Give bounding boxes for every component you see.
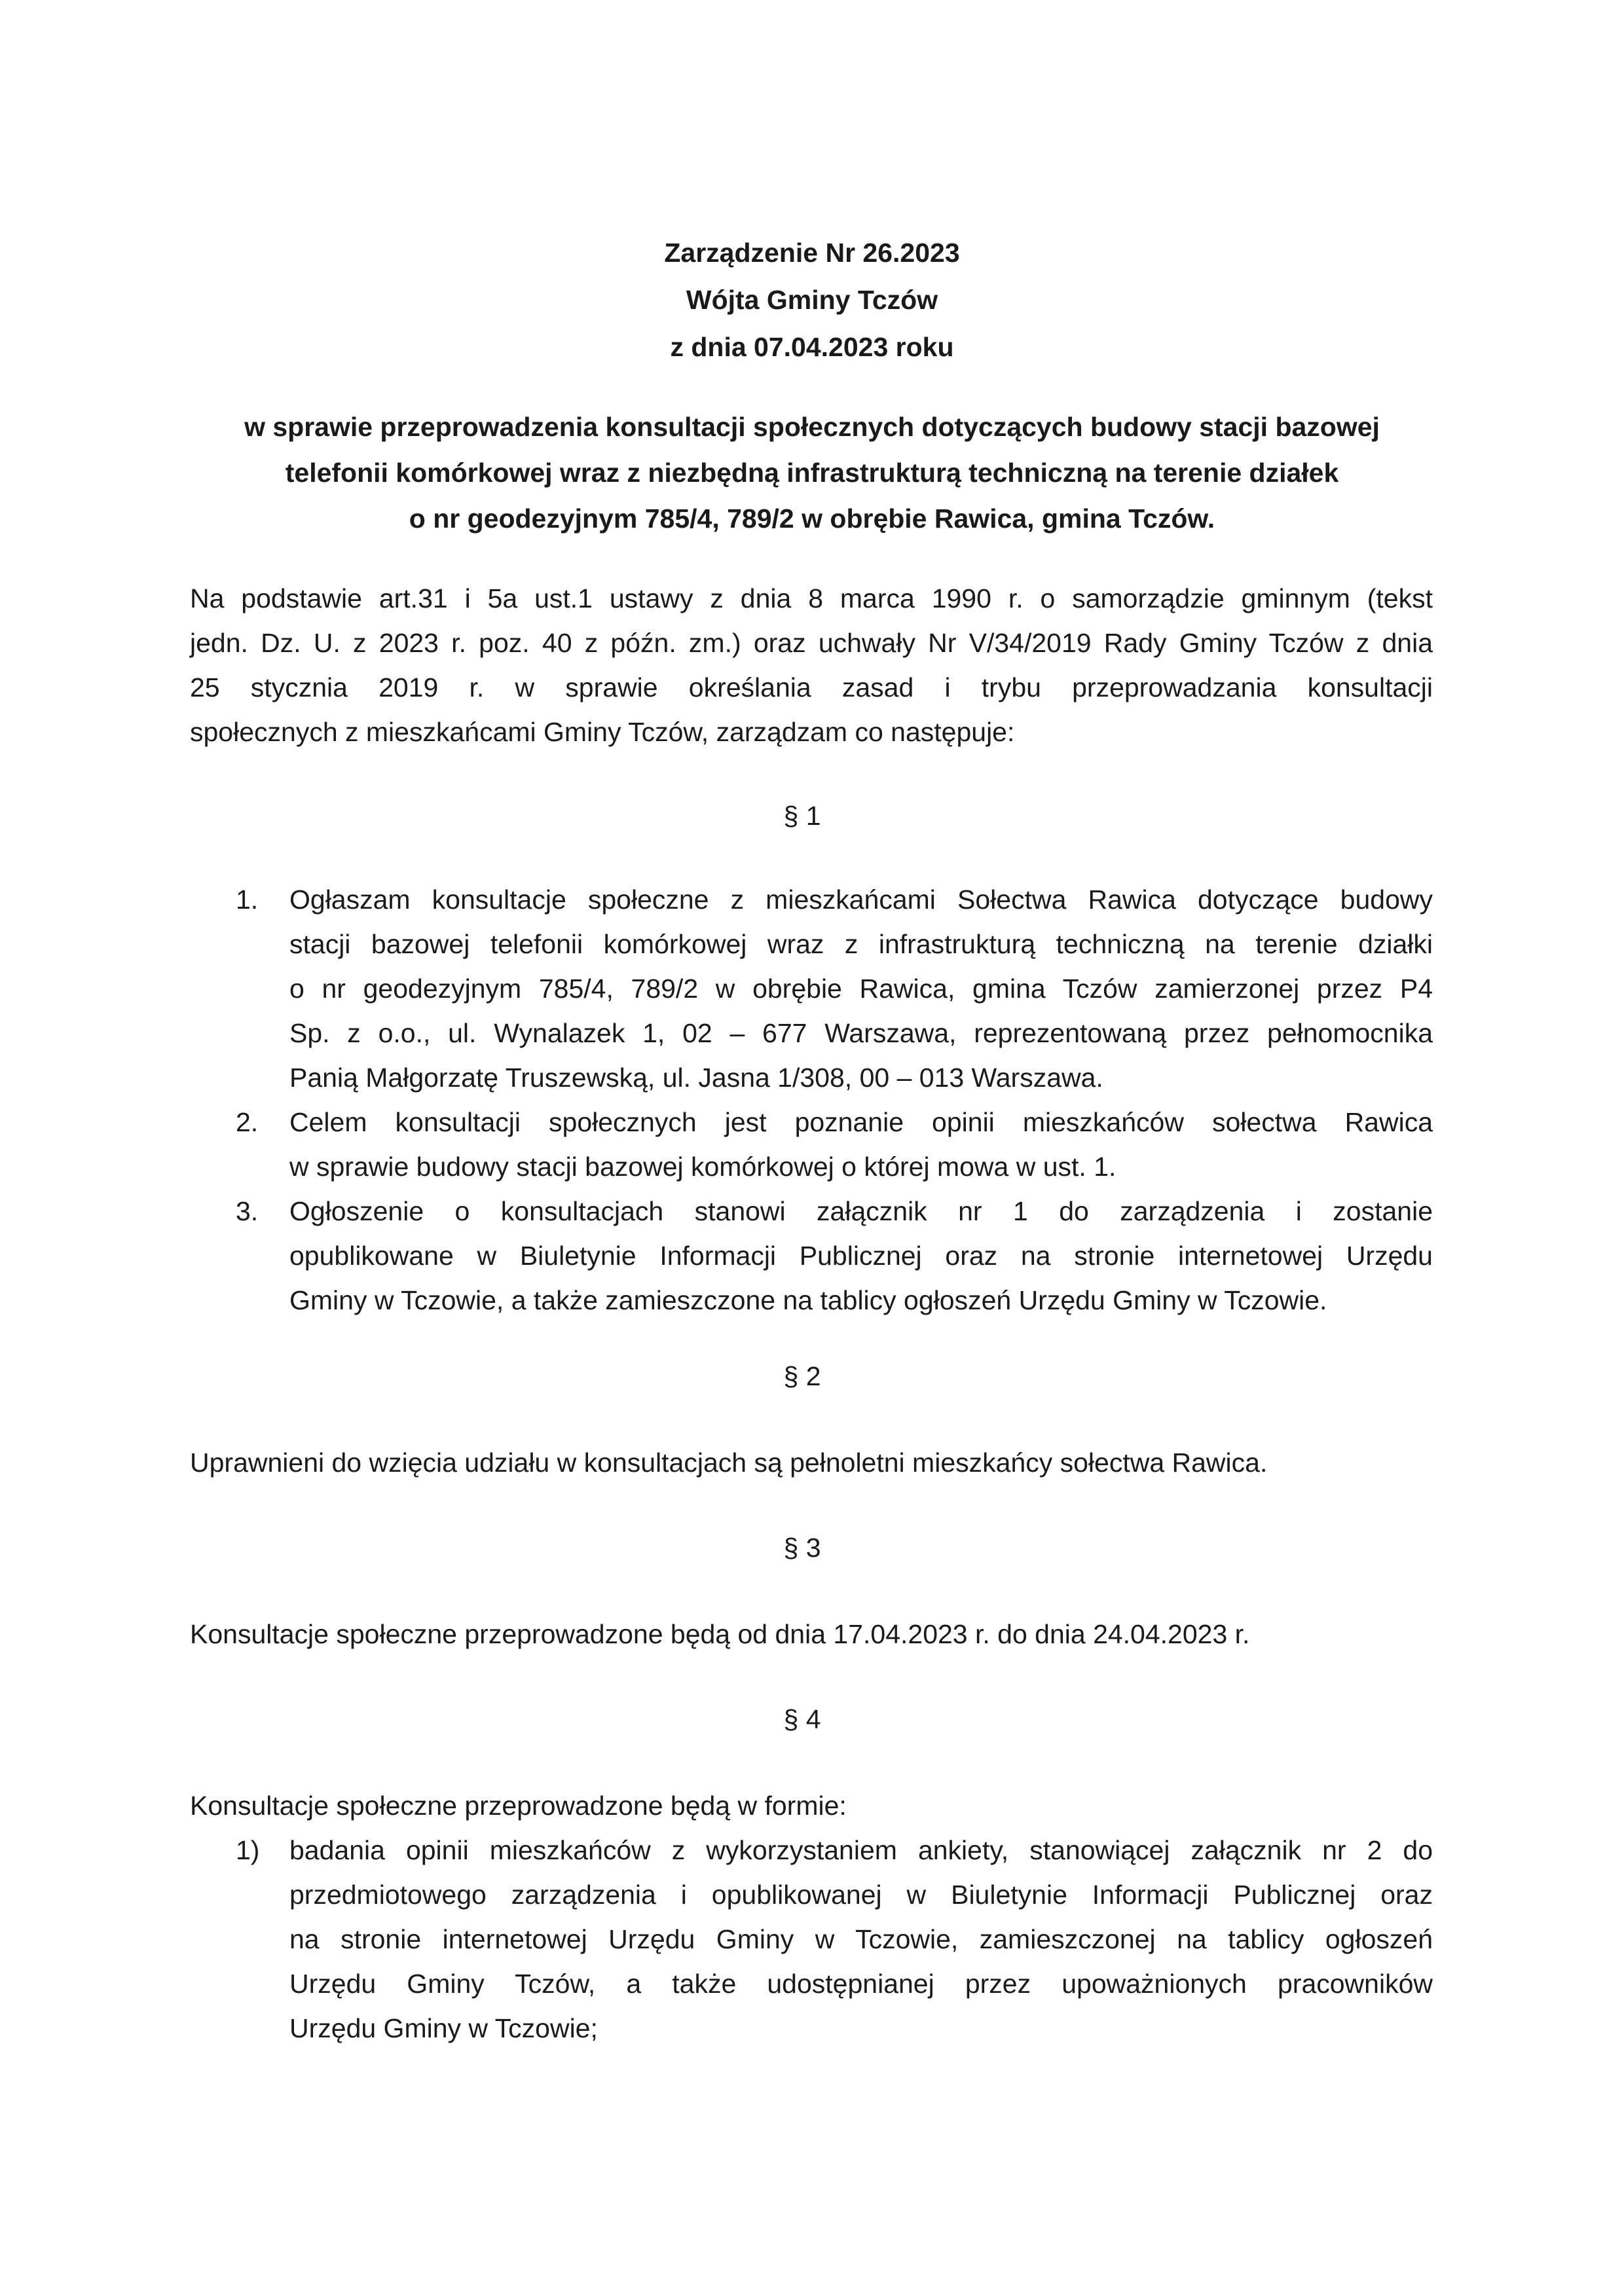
list-item-line: Gminy w Tczowie, a także zamieszczone na tablicy ogłoszeń Urzędu Gminy w Tczowie.: [289, 1285, 1327, 1315]
list-item-line: Sp. z o.o., ul. Wynalazek 1, 02 – 677 Warszawa, reprezentowaną przez pełnomocnika: [289, 1018, 1433, 1048]
list-item-number: 1): [236, 1835, 260, 1865]
list-item-line: na stronie internetowej Urzędu Gminy w Tczowie, zamieszczonej na tablicy ogłoszeń: [289, 1924, 1433, 1954]
section-2-text: Uprawnieni do wzięcia udziału w konsultacjach są pełnoletni mieszkańcy sołectwa Rawica.: [190, 1448, 1268, 1478]
document-header: [0, 229, 1624, 371]
list-item-line: stacji bazowej telefonii komórkowej wraz z infrastrukturą techniczną na terenie działki: [289, 929, 1433, 959]
document-subject: [157, 404, 1467, 541]
list-item-line: przedmiotowego zarządzenia i opublikowanej w Biuletynie Informacji Publicznej oraz: [289, 1880, 1433, 1910]
section-heading-4: § 4: [783, 1704, 821, 1734]
paragraph-line: 25 stycznia 2019 r. w sprawie określania zasad i trybu przeprowadzania konsultacji: [190, 672, 1433, 702]
list-item-line: Ogłaszam konsultacje społeczne z mieszkańcami Sołectwa Rawica dotyczące budowy: [289, 884, 1433, 915]
subject-line: o nr geodezyjnym 785/4, 789/2 w obrębie Rawica, gmina Tczów.: [409, 503, 1215, 534]
list-item-line: Urzędu Gminy w Tczowie;: [289, 2013, 598, 2043]
list-item-line: Panią Małgorzatę Truszewską, ul. Jasna 1/308, 00 – 013 Warszawa.: [289, 1063, 1103, 1093]
list-item-line: opublikowane w Biuletynie Informacji Publicznej oraz na stronie internetowej Urzędu: [289, 1241, 1433, 1271]
list-item-number: 3.: [236, 1196, 259, 1226]
list-item-line: Celem konsultacji społecznych jest poznanie opinii mieszkańców sołectwa Rawica: [289, 1107, 1433, 1137]
list-item: [190, 877, 1433, 1100]
list-item-line: badania opinii mieszkańców z wykorzystaniem ankiety, stanowiącej załącznik nr 2 do: [289, 1835, 1433, 1865]
subject-line: w sprawie przeprowadzenia konsultacji społecznych dotyczących budowy stacji bazowej: [244, 412, 1380, 442]
subject-line: telefonii komórkowej wraz z niezbędną infrastrukturą techniczną na terenie działek: [285, 458, 1339, 488]
list-item: [190, 1100, 1433, 1189]
paragraph-line: Na podstawie art.31 i 5a ust.1 ustawy z dnia 8 marca 1990 r. o samorządzie gminnym (tekst: [190, 583, 1433, 613]
section-4-list: [190, 1828, 1433, 2050]
section-4-intro: Konsultacje społeczne przeprowadzone będą w formie:: [190, 1791, 847, 1821]
list-item-number: 1.: [236, 884, 259, 915]
list-item-line: o nr geodezyjnym 785/4, 789/2 w obrębie Rawica, gmina Tczów zamierzonej przez P4: [289, 974, 1433, 1004]
list-item-line: Urzędu Gminy Tczów, a także udostępnianej przez upoważnionych pracowników: [289, 1969, 1433, 1999]
list-item-line: Ogłoszenie o konsultacjach stanowi załącznik nr 1 do zarządzenia i zostanie: [289, 1196, 1433, 1226]
section-3-text: Konsultacje społeczne przeprowadzone będą od dnia 17.04.2023 r. do dnia 24.04.2023 r.: [190, 1619, 1250, 1649]
document-title: Zarządzenie Nr 26.2023: [664, 238, 960, 268]
legal-basis-paragraph: [190, 576, 1433, 754]
section-heading-2: § 2: [783, 1361, 821, 1391]
section-heading-3: § 3: [783, 1533, 821, 1563]
list-item-line: w sprawie budowy stacji bazowej komórkowej o której mowa w ust. 1.: [289, 1152, 1116, 1182]
section-heading-1: § 1: [783, 801, 821, 831]
list-item: [190, 1189, 1433, 1322]
document-date: z dnia 07.04.2023 roku: [670, 332, 954, 362]
list-item: [190, 1828, 1433, 2050]
section-1-list: [190, 877, 1433, 1322]
list-item-number: 2.: [236, 1107, 259, 1137]
paragraph-line: jedn. Dz. U. z 2023 r. poz. 40 z późn. zm.) oraz uchwały Nr V/34/2019 Rady Gminy Tczów z dnia: [190, 628, 1433, 658]
document-issuer: Wójta Gminy Tczów: [686, 285, 938, 315]
paragraph-line: społecznych z mieszkańcami Gminy Tczów, zarządzam co następuje:: [190, 717, 1015, 747]
